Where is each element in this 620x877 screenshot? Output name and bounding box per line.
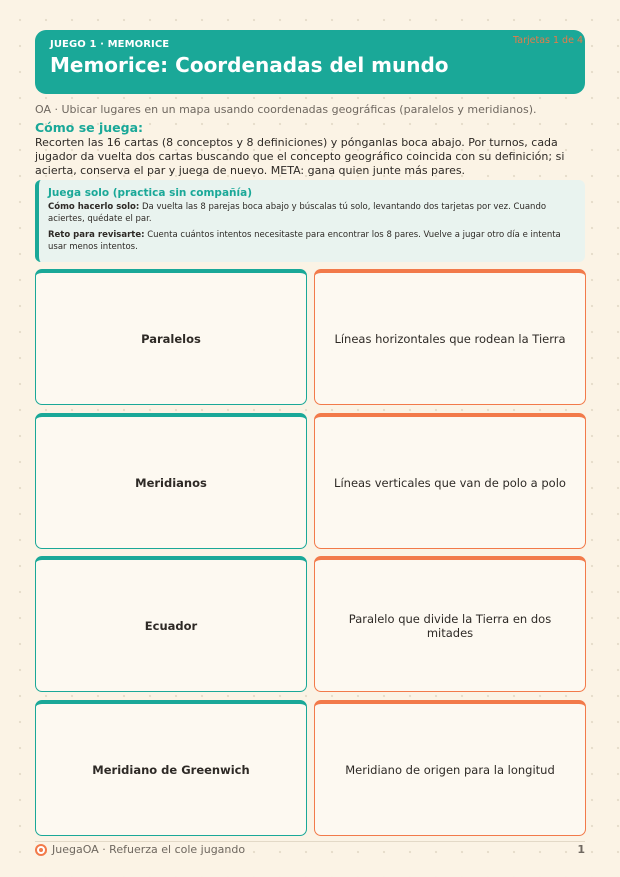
- solo-check-label: Reto para revisarte:: [48, 230, 145, 240]
- footer-divider: [35, 841, 585, 842]
- page-header: [35, 30, 585, 94]
- target-icon: [35, 844, 47, 856]
- page-number: 1: [577, 843, 585, 856]
- howto-heading: Cómo se juega:: [35, 120, 144, 135]
- solo-play-box: [35, 180, 585, 262]
- definition-card[interactable]: Meridiano de origen para la longitud: [314, 700, 586, 836]
- solo-how: [48, 202, 575, 225]
- solo-heading: Juega solo (practica sin compañía): [48, 187, 252, 199]
- howto-text: Recorten las 16 cartas (8 conceptos y 8 definiciones) y pónganlas boca abajo. Por turnos, cada jugador da vuelta dos cartas buscando que el concepto geográfico coincida con su definición; si acierta, conserva el par y juega de nuevo. META: gana quien junte más pares.: [35, 136, 565, 177]
- concept-card[interactable]: Meridiano de Greenwich: [35, 700, 307, 836]
- concept-card[interactable]: Paralelos: [35, 269, 307, 405]
- learning-objective: OA · Ubicar lugares en un mapa usando coordenadas geográficas (paralelos y meridianos).: [35, 103, 537, 116]
- solo-how-label: Cómo hacerlo solo:: [48, 202, 140, 212]
- solo-check: [48, 230, 575, 253]
- page-indicator: Tarjetas 1 de 4: [513, 35, 583, 46]
- definition-card[interactable]: Paralelo que divide la Tierra en dos mitades: [314, 556, 586, 692]
- game-kicker: JUEGO 1 · MEMORICE: [50, 39, 170, 50]
- concept-card[interactable]: Meridianos: [35, 413, 307, 549]
- footer-brand: [35, 843, 245, 856]
- concept-card[interactable]: Ecuador: [35, 556, 307, 692]
- definition-card[interactable]: Líneas verticales que van de polo a polo: [314, 413, 586, 549]
- brand-text: JuegaOA · Refuerza el cole jugando: [52, 843, 246, 856]
- solo-how-text: Da vuelta las 8 parejas boca abajo y búscalas tú solo, levantando dos tarjetas por vez. Cuando aciertes, quédate el par.: [48, 202, 547, 224]
- solo-check-text: Cuenta cuántos intentos necesitaste para encontrar los 8 pares. Vuelve a jugar otro día e intenta usar menos intentos.: [48, 230, 561, 252]
- page-title: Memorice: Coordenadas del mundo: [50, 53, 449, 77]
- definition-card[interactable]: Líneas horizontales que rodean la Tierra: [314, 269, 586, 405]
